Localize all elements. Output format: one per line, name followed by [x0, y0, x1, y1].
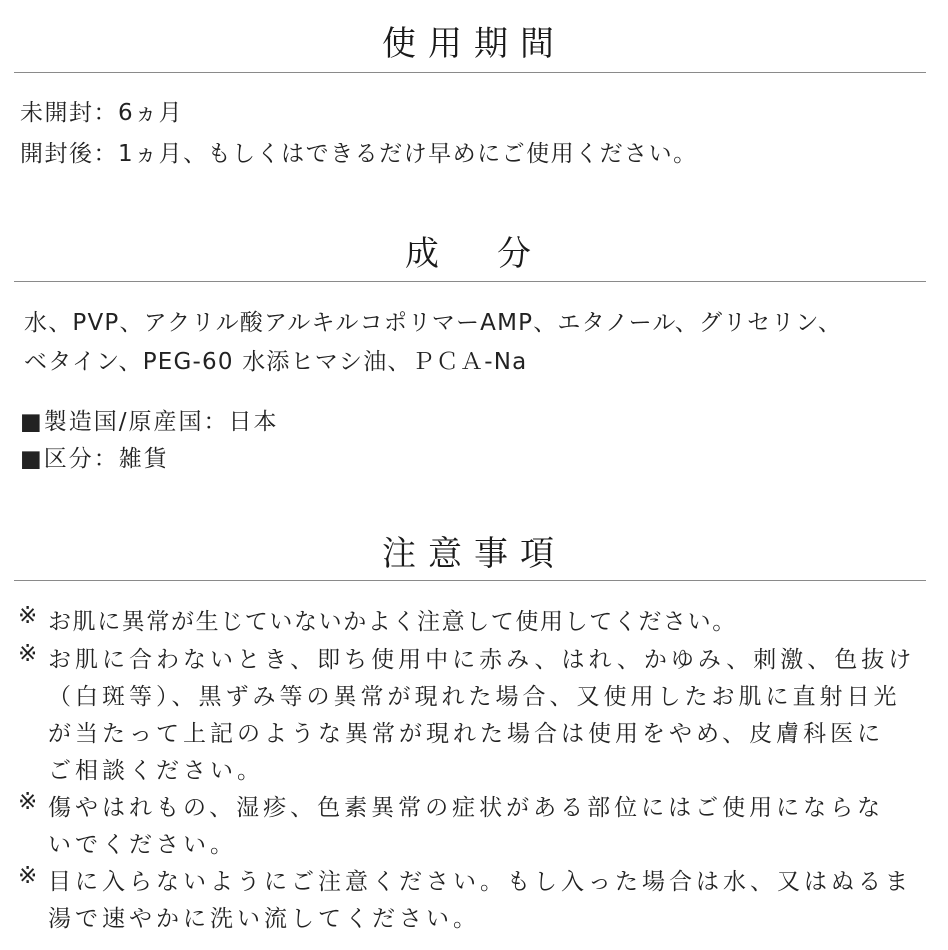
- caution-item-3-line-2: いでください。: [48, 832, 237, 858]
- caution-item: [18, 603, 930, 641]
- caution-item: [18, 789, 930, 826]
- caution-mark: ※: [18, 641, 38, 667]
- caution-item-2-line-3: が当たって上記のような異常が現れた場合は使用をやめ、皮膚科医に: [48, 721, 885, 747]
- caution-mark: ※: [18, 789, 38, 815]
- caution-item-continuation: [18, 826, 930, 863]
- caution-item-1-line-1: お肌に異常が生じていないかよく注意して使用してください。: [48, 609, 737, 635]
- caution-item-2-line-4: ご相談ください。: [48, 758, 264, 784]
- usage-period-divider: [14, 72, 926, 73]
- caution-item-4-line-2: 湯で速やかに洗い流してください。: [48, 906, 480, 932]
- caution-item-continuation: [18, 752, 930, 789]
- ingredients-line-1: 水、PVP、アクリル酸アルキルコポリマーAMP、エタノール、グリセリン、: [24, 310, 843, 336]
- usage-period-title: 使用期間: [382, 24, 566, 64]
- ingredients-line-2: ベタイン、PEG-60 水添ヒマシ油、ＰＣＡ-Na: [24, 349, 528, 375]
- caution-mark: ※: [18, 603, 38, 629]
- caution-item-2-line-2: （白斑等）、黒ずみ等の異常が現れた場合、又使用したお肌に直射日光: [48, 684, 901, 710]
- ingredients-divider: [14, 281, 926, 282]
- caution-item-continuation: [18, 678, 930, 715]
- caution-item-4-line-1: 目に入らないようにご注意ください。もし入った場合は水、又はぬるま: [48, 869, 912, 895]
- caution-item: [18, 641, 930, 678]
- caution-item-3-line-1: 傷やはれもの、湿疹、色素異常の症状がある部位にはご使用にならな: [48, 795, 885, 821]
- caution-item-continuation: [18, 715, 930, 752]
- caution-mark: ※: [18, 863, 38, 889]
- caution-list: [18, 603, 930, 937]
- unopened-period: 未開封：6ヵ月: [20, 100, 184, 126]
- cautions-title: 注意事項: [382, 534, 566, 574]
- caution-item-continuation: [18, 900, 930, 937]
- opened-period: 開封後：1ヵ月、もしくはできるだけ早めにご使用ください。: [20, 141, 698, 167]
- caution-item: [18, 863, 930, 900]
- caution-item-2-line-1: お肌に合わないとき、即ち使用中に赤み、はれ、かゆみ、刺激、色抜け: [48, 647, 916, 673]
- country-of-origin: ■製造国/原産国：日本: [20, 409, 279, 435]
- product-category: ■区分：雑貨: [20, 446, 169, 472]
- ingredients-title: 成 分: [405, 234, 543, 274]
- cautions-divider: [14, 580, 926, 581]
